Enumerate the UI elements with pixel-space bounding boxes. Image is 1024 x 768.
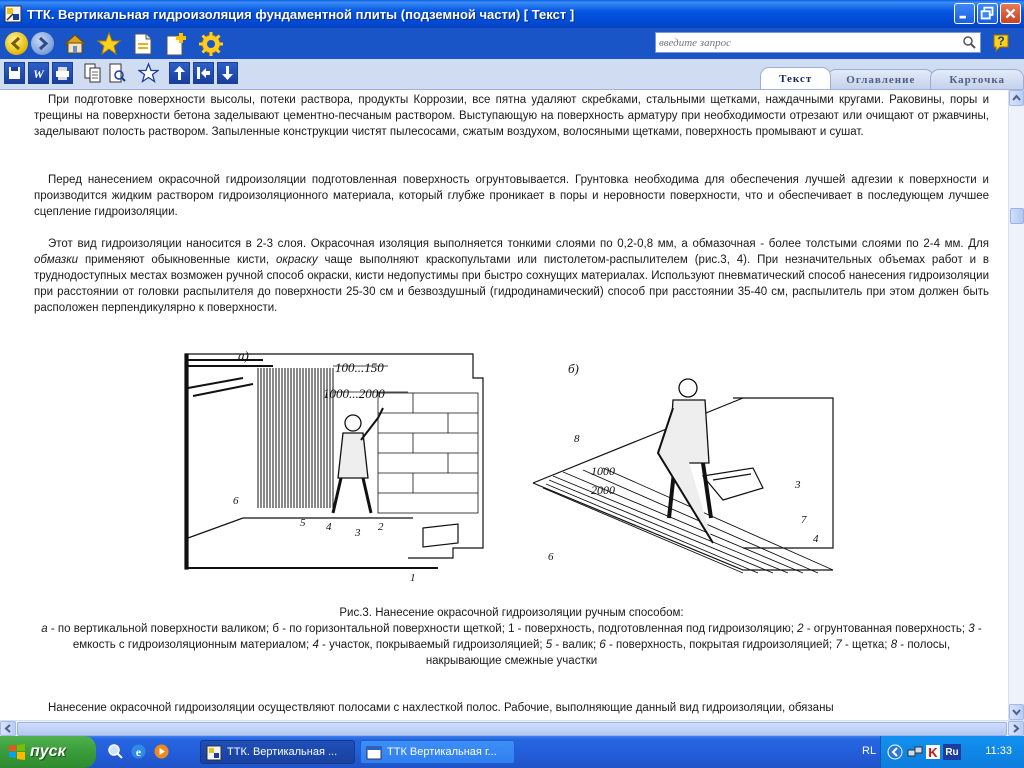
gear-icon [198, 31, 224, 57]
figure-illustration [183, 348, 843, 588]
preview-button[interactable] [107, 62, 128, 84]
back-button[interactable] [5, 32, 28, 55]
title-bar[interactable] [0, 0, 1024, 28]
app-icon [4, 5, 22, 23]
paragraph: Перед нанесением окрасочной гидроизоляции подготовленная поверхность огрунтовывается. Грунтовка необходима для обеспечения лучшей адгезии к поверхности и производится жидким раствором гидроизоляционного материала, который глубже проникает в поры и неровности поверхности, что и обеспечивает в последующем лучшее сцепление гидроизоляции. [34, 174, 989, 218]
chevron-right-icon [1009, 722, 1023, 735]
home-icon [62, 31, 88, 57]
figure-num: 4 [326, 521, 332, 533]
chevron-left-icon [1, 722, 15, 735]
minimize-button[interactable] [954, 3, 975, 24]
home-button[interactable] [62, 31, 88, 57]
scroll-top-button[interactable] [169, 62, 190, 84]
arrow-left-icon [5, 32, 28, 55]
taskbar-item[interactable] [360, 740, 515, 764]
text-run-italic: окраску [276, 254, 318, 266]
view-tabs [764, 67, 1024, 89]
figure-num: 6 [548, 551, 554, 563]
search-icon[interactable] [107, 743, 124, 760]
arrow-up-icon [170, 63, 189, 83]
scroll-right-button[interactable] [1008, 721, 1024, 736]
figure-num: 2 [378, 521, 384, 533]
floppy-disk-icon [5, 63, 24, 83]
figure-label-a: а) [238, 348, 249, 363]
arrow-right-icon [31, 32, 54, 55]
text-run-italic: обмазки [34, 254, 79, 266]
taskbar-item-label: ТТК Вертикальная г... [387, 746, 497, 758]
start-button[interactable] [0, 736, 96, 768]
caption-title: Рис.3. Нанесение окрасочной гидроизоляции ручным способом: [339, 607, 684, 619]
scroll-up-button[interactable] [1009, 90, 1024, 106]
scroll-thumb[interactable] [1010, 208, 1024, 224]
scroll-left-button[interactable] [0, 721, 16, 736]
caption-text: - полосы, накрывающие смежные участки [425, 639, 951, 667]
figure-caption [34, 605, 989, 669]
scroll-down-button[interactable] [1009, 704, 1024, 720]
caption-key: 4 [312, 639, 319, 651]
network-icon[interactable] [907, 744, 923, 760]
save-button[interactable] [4, 62, 25, 84]
forward-button[interactable] [31, 32, 54, 55]
caption-key: 6 [599, 639, 606, 651]
paragraph: Нанесение окрасочной гидроизоляции осуществляют полосами с нахлесткой полос. Рабочие, выполняющие данный вид гидроизоляции, обязаны [48, 702, 834, 714]
window-title: ТТК. Вертикальная гидроизоляция фундаментной плиты (подземной части) [ Текст ] [27, 6, 575, 22]
svg-text:W: W [33, 67, 44, 81]
arrow-left-bar-icon [194, 63, 213, 83]
tab-text[interactable]: Текст [760, 67, 831, 89]
figure-label-b: б) [568, 361, 579, 376]
taskbar-item[interactable] [200, 740, 355, 764]
media-player-icon[interactable] [153, 743, 170, 760]
vertical-scrollbar[interactable] [1008, 90, 1024, 720]
figure-num: 5 [300, 517, 306, 529]
svg-text:K: K [928, 745, 938, 760]
clock: 11:33 [985, 745, 1012, 757]
document-icon [130, 31, 156, 57]
quick-launch [107, 743, 170, 760]
settings-button[interactable] [198, 31, 224, 57]
secondary-toolbar [0, 59, 1024, 90]
scroll-bottom-button[interactable] [217, 62, 238, 84]
caption-text: - по вертикальной поверхности валиком; б - по горизонтальной поверхности щеткой; 1 - поверхность, подготовленная под гидроизоляцию; [47, 623, 798, 635]
internet-explorer-icon[interactable] [130, 743, 147, 760]
print-button[interactable] [52, 62, 73, 84]
documents-button[interactable] [130, 31, 156, 57]
taskbar [0, 736, 1024, 768]
printer-icon [53, 63, 72, 83]
caption-key: а [41, 623, 48, 635]
export-word-button[interactable] [28, 62, 49, 84]
help-icon[interactable] [990, 31, 1014, 55]
figure-num: 3 [355, 527, 361, 539]
search-icon[interactable] [962, 35, 976, 49]
search-box [655, 32, 981, 53]
figure-num: 8 [574, 433, 580, 445]
caption-text: - огрунтованная поверхность; [803, 623, 969, 635]
document-content [0, 90, 1008, 720]
figure-num: 1 [410, 572, 416, 584]
chevron-up-icon [1010, 91, 1023, 105]
arrow-left-circle-icon[interactable] [887, 744, 903, 760]
star-outline-icon [138, 62, 159, 84]
restore-button[interactable] [977, 3, 998, 24]
caption-text: - валик; [552, 639, 600, 651]
caption-text: - участок, покрываемый гидроизоляцией; [318, 639, 546, 651]
arrow-down-icon [218, 63, 237, 83]
figure-dim-a2: 1000...2000 [323, 386, 385, 401]
close-icon [1001, 4, 1020, 23]
figure-num: 7 [801, 514, 807, 526]
window-icon [366, 745, 382, 761]
scroll-thumb[interactable] [17, 722, 1007, 736]
caption-key: 3 [968, 623, 975, 635]
figure-dim-a1: 100...150 [335, 360, 384, 375]
figure-dim-b1: 1000 [591, 464, 615, 478]
figure-num: 3 [795, 479, 801, 491]
copy-icon [83, 62, 104, 84]
word-icon [29, 63, 48, 83]
antivirus-icon[interactable] [925, 744, 941, 760]
star-icon [96, 31, 122, 57]
caption-key: 7 [835, 639, 842, 651]
tab-contents[interactable]: Оглавление [827, 69, 934, 89]
system-tray [862, 736, 1024, 768]
minimize-icon [955, 4, 974, 23]
document-search-icon [107, 62, 128, 84]
caption-text: - емкость с гидроизоляционным материалом; [72, 623, 982, 651]
search-input[interactable] [656, 34, 956, 53]
figure-num: 4 [813, 533, 819, 545]
start-label: пуск [30, 743, 66, 760]
document-add-icon [164, 31, 190, 57]
figure-num: 6 [233, 495, 239, 507]
svg-text:?: ? [997, 34, 1005, 48]
caption-key: 2 [797, 623, 804, 635]
keyboard-layout-indicator[interactable]: Ru [943, 744, 961, 760]
paragraph: При подготовке поверхности высолы, потеки раствора, продукты Коррозии, все пятна удаляют скребками, стальными щетками, наждачными кругами. Раковины, поры и трещины на поверхности бетона заделывают цементно-песчаным раствором. Выступающую на поверхность арматуру при необходимости отрезают или очищают от ржавчины, заделывают полость раствором. Запыленные конструкции чистят пылесосами, сжатым воздухом, волосяными щетками, поверхность промывают и сушат. [34, 94, 989, 138]
caption-key: 5 [545, 639, 553, 651]
collapse-button[interactable] [193, 62, 214, 84]
text-run: применяют обыкновенные кисти, [78, 254, 277, 266]
app-icon [206, 745, 222, 761]
text-run: Этот вид гидроизоляции наносится в 2-3 слоя. Окрасочная изоляция выполняется тонкими слоями по 0,2-0,8 мм, а обмазочная - более толстыми слоями по 2-4 мм. Для [48, 238, 989, 250]
tab-card[interactable]: Карточка [930, 69, 1024, 89]
caption-text: - поверхность, покрытая гидроизоляцией; [605, 639, 836, 651]
text-run: чаще выполняют краскопультами или пистолетом-распылителем (рис.3, 4). При незначительных объемах работ и в труднодоступных местах возможен ручной способ окраски, кисти недопустимы при быстро сохнущих материалах. Используют пневматический способ нанесения гидроизоляции при расстоянии от головки распылителя до поверхности 25-30 см и безвоздушный (гидродинамический) способ при расстоянии 35-40 см, распылитель при этом должен быть расположен перпендикулярно к поверхности. [34, 254, 989, 314]
restore-icon [978, 4, 997, 23]
svg-text:e: e [135, 745, 142, 759]
copy-button[interactable] [83, 62, 104, 84]
add-bookmark-button[interactable] [138, 62, 159, 84]
paragraph [34, 236, 989, 316]
new-document-button[interactable] [164, 31, 190, 57]
language-indicator[interactable]: RL [862, 745, 877, 757]
main-toolbar [0, 28, 1024, 59]
caption-text: - щетка; [841, 639, 891, 651]
caption-key: 8 [890, 639, 898, 651]
windows-logo-icon [8, 743, 26, 761]
figure-dim-b2: 2000 [591, 483, 615, 497]
favorites-button[interactable] [96, 31, 122, 57]
chevron-down-icon [1010, 705, 1023, 719]
close-button[interactable] [1000, 3, 1021, 24]
taskbar-item-label: ТТК. Вертикальная ... [227, 746, 338, 758]
horizontal-scrollbar[interactable] [0, 720, 1024, 736]
